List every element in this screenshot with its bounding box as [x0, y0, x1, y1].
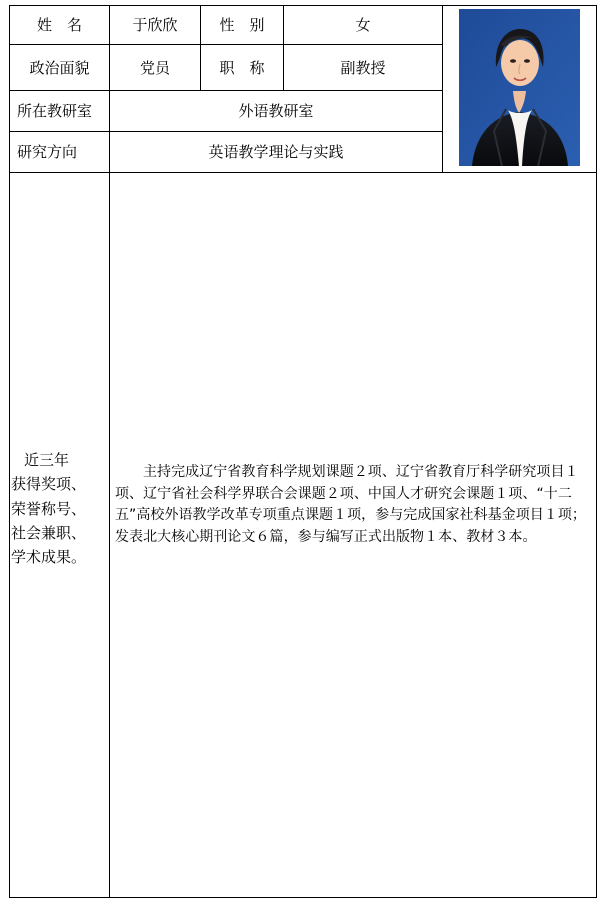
name-value: 于欣欣 — [132, 16, 178, 34]
achievements-label-line-1: 近三年 — [24, 451, 70, 469]
achievements-label-line-2: 获得奖项、 — [11, 475, 87, 494]
political-status-value: 党员 — [139, 58, 170, 77]
row-divider-4 — [9, 172, 597, 173]
achievements-content: 主持完成辽宁省教育科学规划课题２项、辽宁省教育厅科学研究项目１项、辽宁省社会科学界联合会课题２项、中国人才研究会课题１项、“十二五”高校外语教学改革专项重点课题１项，参与完成国家社科基金项目１项；发表北大核心期刊论文６篇，参与编写正式出版物１本、教材３本。 — [115, 464, 586, 546]
department-value: 外语教研室 — [238, 102, 314, 120]
table-border-right — [596, 5, 597, 898]
table-border-bottom — [9, 897, 597, 898]
achievements-label — [11, 448, 107, 569]
professional-title-label: 职 称 — [219, 58, 265, 77]
achievements-label-line-4: 社会兼职、 — [11, 523, 87, 542]
gender-value: 女 — [355, 16, 371, 34]
research-direction-value: 英语教学理论与实践 — [208, 143, 344, 161]
achievements-label-line-5: 学术成果。 — [11, 548, 87, 567]
achievements-label-line-3: 荣誉称号、 — [11, 499, 87, 518]
profile-photo — [459, 9, 580, 166]
portrait-image — [459, 9, 580, 166]
department-label: 所在教研室 — [17, 102, 93, 120]
column-divider-photo — [442, 5, 443, 173]
political-status-label: 政治面貌 — [29, 58, 90, 77]
name-label: 姓 名 — [36, 16, 82, 34]
research-direction-label: 研究方向 — [17, 143, 78, 161]
professional-title-value: 副教授 — [340, 58, 386, 77]
gender-label: 性 别 — [219, 16, 265, 34]
